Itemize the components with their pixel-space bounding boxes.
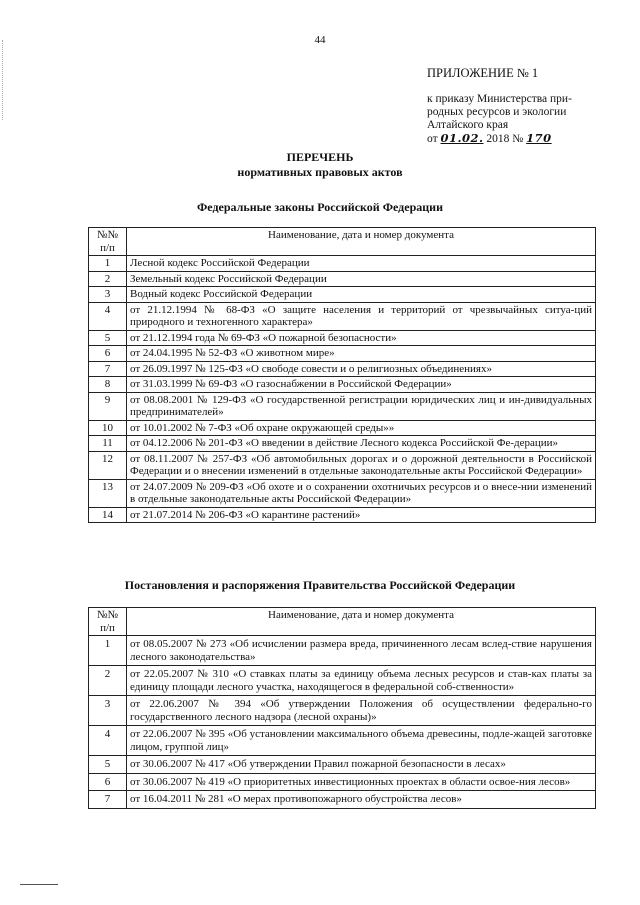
row-number: 9: [89, 392, 127, 420]
document-name-cell: Водный кодекс Российской Федерации: [127, 287, 596, 303]
title-subline: нормативных правовых актов: [237, 165, 403, 179]
table-row: [89, 666, 596, 696]
row-number: 1: [89, 256, 127, 272]
table-row: [89, 726, 596, 756]
footer-rule: [20, 884, 58, 885]
document-name-cell: от 04.12.2006 № 201-ФЗ «О введении в действие Лесного кодекса Российской Фе-дерации»: [127, 436, 596, 452]
federal-laws-table: [88, 227, 596, 523]
section-heading-federal-laws: Федеральные законы Российской Федерации: [197, 200, 443, 214]
table-row: [89, 507, 596, 523]
document-name-cell: от 16.04.2011 № 281 «О мерах противопожарного обустройства лесов»: [127, 791, 596, 809]
row-number: 10: [89, 420, 127, 436]
table-row: [89, 436, 596, 452]
row-number: 3: [89, 287, 127, 303]
row-number: 14: [89, 507, 127, 523]
document-name-cell: от 08.11.2007 № 257-ФЗ «Об автомобильных дорогах и о дорожной деятельности в Российской Федерации и о внесении изменений в отдельные законодательные акты Российской Федерации»: [127, 451, 596, 479]
year-number: 2018 №: [486, 133, 524, 145]
column-header-name: Наименование, дата и номер документа: [127, 228, 596, 256]
table-row: [89, 773, 596, 791]
row-number: 5: [89, 330, 127, 346]
row-number: 5: [89, 756, 127, 774]
scan-edge-marks: [2, 40, 6, 120]
document-name-cell: от 30.06.2007 № 419 «О приоритетных инвестиционных проектах в области освое-ния лесов»: [127, 773, 596, 791]
table-row: [89, 479, 596, 507]
federal-laws-table-body: [89, 256, 596, 523]
document-name-cell: от 31.03.1999 № 69-ФЗ «О газоснабжении в Российской Федерации»: [127, 377, 596, 393]
handwritten-number: 170: [526, 131, 552, 145]
document-name-cell: от 30.06.2007 № 417 «Об утверждении Правил пожарной безопасности в лесах»: [127, 756, 596, 774]
table-row: [89, 346, 596, 362]
row-number: 2: [89, 271, 127, 287]
order-line: Алтайского края: [427, 119, 509, 131]
row-number: 6: [89, 346, 127, 362]
row-number: 8: [89, 377, 127, 393]
document-name-cell: от 24.04.1995 № 52-ФЗ «О животном мире»: [127, 346, 596, 362]
column-header-number: №№ п/п: [89, 228, 127, 256]
row-number: 4: [89, 726, 127, 756]
document-name-cell: от 10.01.2002 № 7-ФЗ «Об охране окружающей среды»»: [127, 420, 596, 436]
table-row: [89, 420, 596, 436]
section-heading-government-acts: Постановления и распоряжения Правительства Российской Федерации: [124, 578, 516, 592]
row-number: 4: [89, 302, 127, 330]
row-number: 11: [89, 436, 127, 452]
row-number: 6: [89, 773, 127, 791]
order-line: к приказу Министерства при-: [427, 93, 572, 105]
table-row: [89, 696, 596, 726]
table-header-row: [89, 608, 596, 636]
appendix-label: ПРИЛОЖЕНИЕ № 1: [427, 66, 539, 80]
column-header-number: №№ п/п: [89, 608, 127, 636]
order-reference: [427, 93, 607, 146]
document-name-cell: от 22.06.2007 № 395 «Об установлении максимального объема древесины, подле-жащей заготовке лицом, группой лиц»: [127, 726, 596, 756]
document-title: [0, 150, 640, 180]
document-name-cell: от 22.06.2007 № 394 «Об утверждении Положения об осуществлении федерально-го государственного лесного надзора (лесной охраны)»: [127, 696, 596, 726]
handwritten-date: 01.02.: [440, 131, 484, 145]
column-header-name: Наименование, дата и номер документа: [127, 608, 596, 636]
order-line: родных ресурсов и экологии: [427, 106, 567, 118]
row-number: 12: [89, 451, 127, 479]
table-row: [89, 377, 596, 393]
table-header-row: [89, 228, 596, 256]
table-row: [89, 287, 596, 303]
document-name-cell: от 08.08.2001 № 129-ФЗ «О государственной регистрации юридических лиц и ин-дивидуальных предпринимателей»: [127, 392, 596, 420]
table-row: [89, 451, 596, 479]
table-row: [89, 302, 596, 330]
row-number: 3: [89, 696, 127, 726]
row-number: 13: [89, 479, 127, 507]
document-name-cell: от 08.05.2007 № 273 «Об исчислении размера вреда, причиненного лесам вслед-ствие нарушения лесного законодательства»: [127, 636, 596, 666]
row-number: 7: [89, 361, 127, 377]
order-date-line: [427, 132, 607, 146]
table-row: [89, 256, 596, 272]
table-row: [89, 330, 596, 346]
table-row: [89, 271, 596, 287]
government-acts-table-body: [89, 636, 596, 809]
document-name-cell: от 24.07.2009 № 209-ФЗ «Об охоте и о сохранении охотничьих ресурсов и о внесе-нии изменений в отдельные законодательные акты Российской Федерации»: [127, 479, 596, 507]
document-name-cell: от 21.12.1994 года № 69-ФЗ «О пожарной безопасности»: [127, 330, 596, 346]
document-name-cell: от 21.12.1994 № 68-ФЗ «О защите населения и территорий от чрезвычайных ситуа-ций природного и техногенного характера»: [127, 302, 596, 330]
row-number: 7: [89, 791, 127, 809]
government-acts-table: [88, 607, 596, 809]
table-row: [89, 791, 596, 809]
document-name-cell: от 26.09.1997 № 125-ФЗ «О свободе совести и о религиозных объединениях»: [127, 361, 596, 377]
table-row: [89, 756, 596, 774]
title-line: ПЕРЕЧЕНЬ: [286, 150, 354, 164]
document-name-cell: от 22.05.2007 № 310 «О ставках платы за единицу объема лесных ресурсов и став-ках платы за единицу площади лесного участка, находящегося в федеральной соб-ственности»: [127, 666, 596, 696]
table-row: [89, 392, 596, 420]
row-number: 2: [89, 666, 127, 696]
table-row: [89, 361, 596, 377]
document-name-cell: от 21.07.2014 № 206-ФЗ «О карантине растений»: [127, 507, 596, 523]
table-row: [89, 636, 596, 666]
row-number: 1: [89, 636, 127, 666]
document-name-cell: Земельный кодекс Российской Федерации: [127, 271, 596, 287]
document-name-cell: Лесной кодекс Российской Федерации: [127, 256, 596, 272]
date-prefix: от: [427, 133, 438, 145]
page-number: 44: [314, 34, 326, 46]
